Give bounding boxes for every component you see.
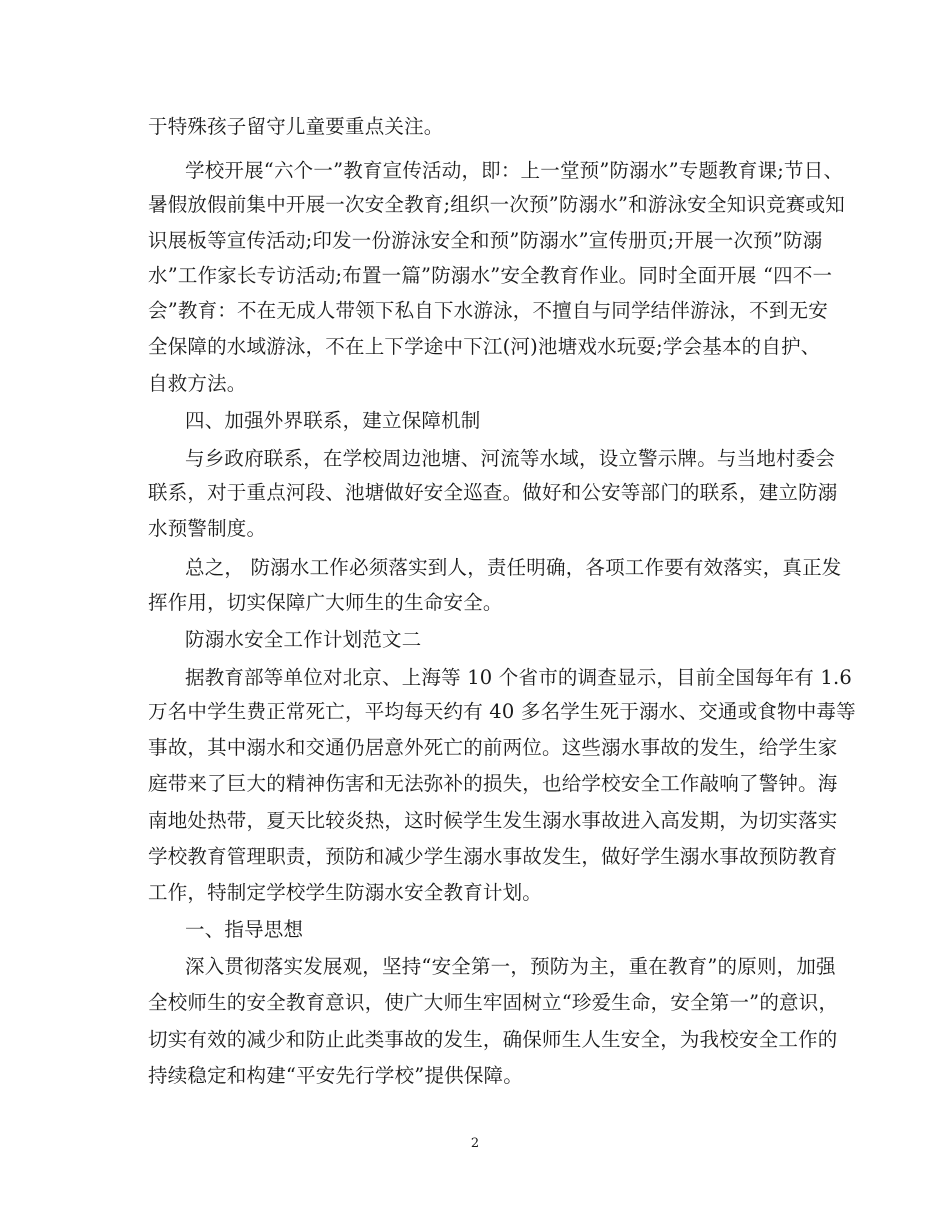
section-heading: 一、指导思想 [185,918,304,941]
text-line: 总之， 防溺水工作必须落实到人，责任明确，各项工作要有效落实，真正发 [185,556,842,579]
text-line: 于特殊孩子留守儿童要重点关注。 [148,115,444,138]
text-line: 联系，对于重点河段、池塘做好安全巡查。做好和公安等部门的联系，建立防溺 [148,481,838,504]
text-line: 自救方法。 [148,372,247,395]
text-line: 学校教育管理职责，预防和减少学生溺水事故发生，做好学生溺水事故预防教育 [148,845,838,868]
text-line: 挥作用，切实保障广大师生的生命安全。 [148,591,503,614]
section-heading: 四、加强外界联系，建立保障机制 [185,409,481,432]
text-line: 持续稳定和构建“平安先行学校”提供保障。 [148,1064,523,1087]
page-number: 2 [470,1136,480,1151]
text-line: 事故，其中溺水和交通仍居意外死亡的前两位。这些溺水事故的发生，给学生家 [148,736,838,759]
text-line: 据教育部等单位对北京、上海等 10 个省市的调查显示，目前全国每年有 1.6 [185,666,853,689]
text-line: 会”教育：不在无成人带领下私自下水游泳，不擅自与同学结伴游泳，不到无安 [148,299,828,322]
text-line: 水预警制度。 [148,517,267,540]
text-line: 学校开展“六个一”教育宣传活动，即：上一堂预”防溺水”专题教育课;节日、 [185,159,844,182]
text-line: 南地处热带，夏天比较炎热，这时候学生发生溺水事故进入高发期，为切实落实 [148,809,838,832]
text-line: 暑假放假前集中开展一次安全教育;组织一次预”防溺水”和游泳安全知识竞赛或知 [148,193,845,216]
text-line: 庭带来了巨大的精神伤害和无法弥补的损失，也给学校安全工作敲响了警钟。海 [148,772,838,795]
section-heading: 防溺水安全工作计划范文二 [185,628,422,651]
text-line: 深入贯彻落实发展观，坚持“安全第一，预防为主，重在教育”的原则，加强 [185,955,836,978]
text-line: 切实有效的减少和防止此类事故的发生，确保师生人生安全，为我校安全工作的 [148,1028,838,1051]
text-line: 与乡政府联系，在学校周边池塘、河流等水域，设立警示牌。与当地村委会 [185,447,836,470]
text-line: 全校师生的安全教育意识，使广大师生牢固树立“珍爱生命，安全第一”的意识， [148,991,839,1014]
text-line: 水”工作家长专访活动;布置一篇”防溺水”安全教育作业。同时全面开展 “四不一 [148,264,833,287]
text-line: 工作，特制定学校学生防溺水安全教育计划。 [148,881,543,904]
text-line: 万名中学生费正常死亡，平均每天约有 40 多名学生死于溺水、交通或食物中毒等 [148,700,856,723]
text-line: 识展板等宣传活动;印发一份游泳安全和预”防溺水”宣传册页;开展一次预”防溺 [148,229,823,252]
text-line: 全保障的水域游泳，不在上下学途中下江(河)池塘戏水玩耍;学会基本的自护、 [148,335,821,358]
